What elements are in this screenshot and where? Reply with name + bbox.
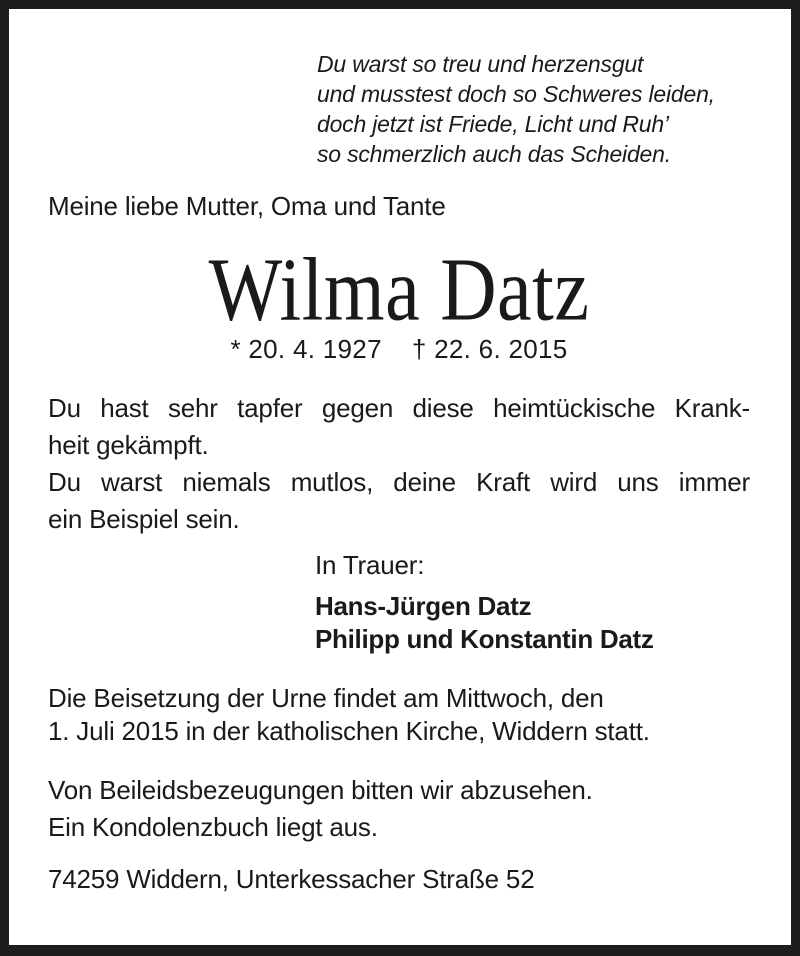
poem-line: so schmerzlich auch das Scheiden. (317, 141, 671, 167)
deceased-name: Wilma Datz (208, 238, 590, 340)
memorial-poem (317, 49, 715, 169)
poem-line: und musstest doch so Schweres leiden, (317, 81, 715, 107)
condolence-line: Von Beileidsbezeugungen bitten wir abzusehen. (48, 775, 593, 805)
obituary-card (9, 9, 791, 945)
life-dates (48, 333, 750, 366)
birth-date: * 20. 4. 1927 (230, 334, 382, 364)
tribute-paragraph (48, 390, 750, 538)
tribute-line: Du warst niemals mutlos, deine Kraft wird uns immer (48, 467, 750, 497)
family-address: 74259 Widdern, Unterkessacher Straße 52 (48, 864, 535, 894)
in-trauer-label: In Trauer: (315, 550, 425, 580)
tribute-line: Du hast sehr tapfer gegen diese heimtückische Krank- (48, 393, 750, 423)
mourner-name: Hans-Jürgen Datz (315, 591, 532, 621)
relationship-line: Meine liebe Mutter, Oma und Tante (48, 191, 446, 221)
condolence-note (48, 772, 788, 846)
poem-line: doch jetzt ist Friede, Licht und Ruh’ (317, 111, 669, 137)
mourning-section (315, 549, 654, 656)
mourner-name: Philipp und Konstantin Datz (315, 624, 654, 654)
tribute-line: ein Beispiel sein. (48, 504, 240, 534)
death-date: † 22. 6. 2015 (411, 334, 568, 364)
condolence-line: Ein Kondolenzbuch liegt aus. (48, 812, 378, 842)
funeral-line: Die Beisetzung der Urne findet am Mittwoch, den (48, 683, 604, 713)
tribute-line: heit gekämpft. (48, 430, 209, 460)
funeral-details (48, 682, 788, 748)
mourners-list (315, 590, 654, 656)
poem-line: Du warst so treu und herzensgut (317, 51, 644, 77)
funeral-line: 1. Juli 2015 in der katholischen Kirche, Widdern statt. (48, 716, 650, 746)
